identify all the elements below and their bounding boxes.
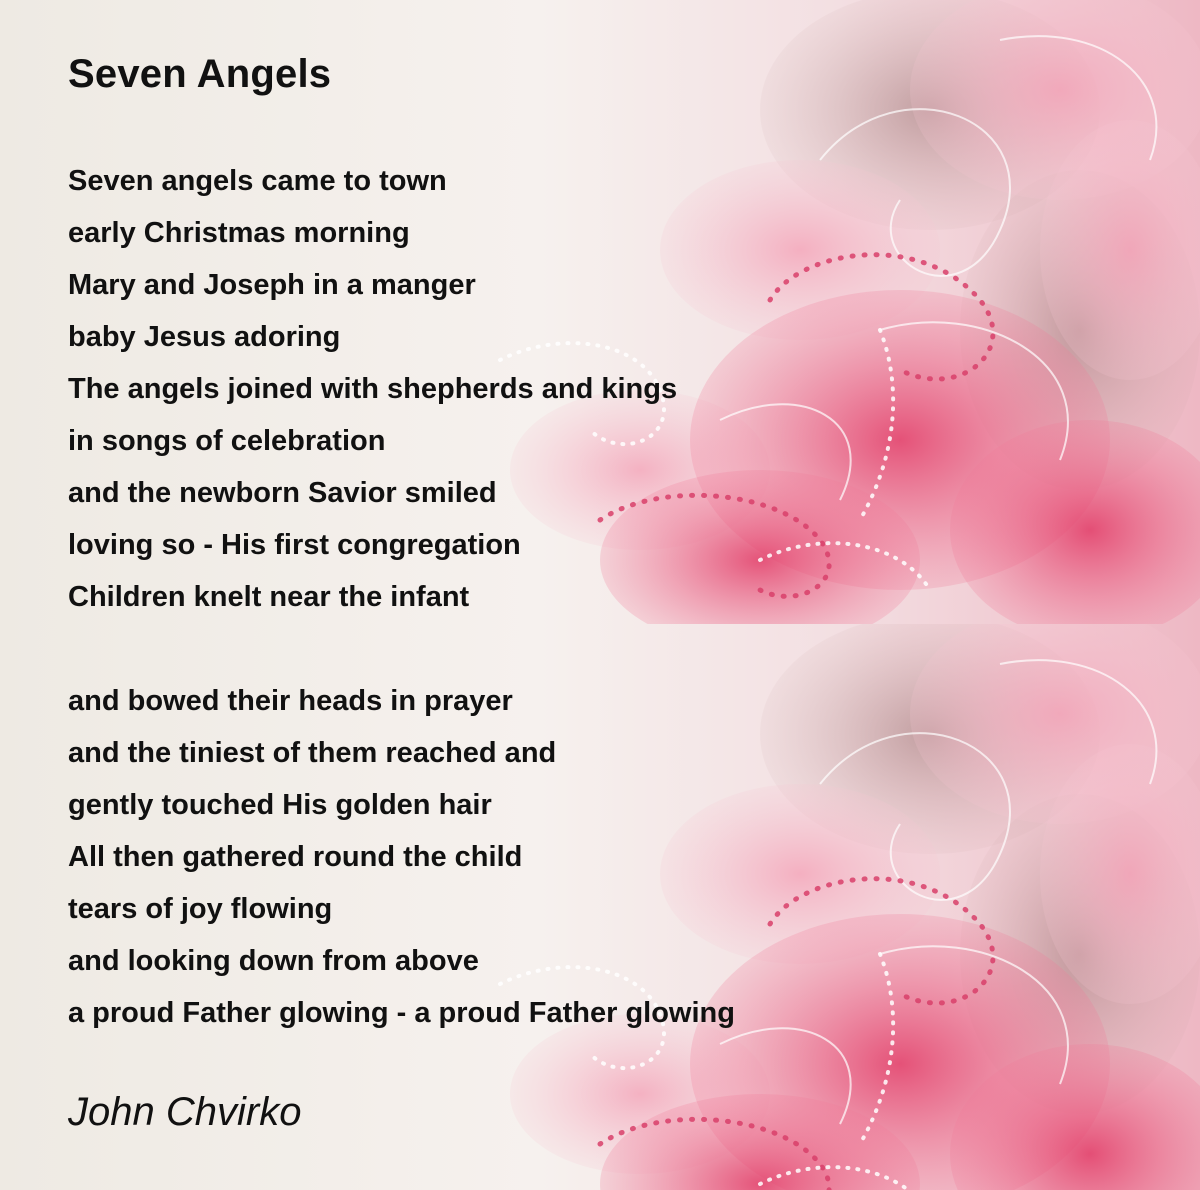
poem-line: The angels joined with shepherds and kings xyxy=(68,373,678,405)
poem-line: Mary and Joseph in a manger xyxy=(68,269,476,301)
poem-line: baby Jesus adoring xyxy=(68,321,341,353)
poem-author: John Chvirko xyxy=(68,1090,302,1134)
poem-line: tears of joy flowing xyxy=(68,893,333,925)
poem-line: and looking down from above xyxy=(68,945,479,977)
poem-line: a proud Father glowing - a proud Father glowing xyxy=(68,997,735,1029)
poem-line: in songs of celebration xyxy=(68,425,386,457)
poem-line: Children knelt near the infant xyxy=(68,581,470,613)
poem-line: All then gathered round the child xyxy=(68,841,523,873)
poem-line: and the tiniest of them reached and xyxy=(68,737,557,769)
poem-line: Seven angels came to town xyxy=(68,165,447,197)
poem-title: Seven Angels xyxy=(68,52,332,96)
poem-line: loving so - His first congregation xyxy=(68,529,521,561)
poem-line: gently touched His golden hair xyxy=(68,789,492,821)
poem-line: and bowed their heads in prayer xyxy=(68,685,513,717)
poem-stanza-1 xyxy=(68,155,677,623)
poem-line: early Christmas morning xyxy=(68,217,410,249)
poem-stanza-2 xyxy=(68,675,735,1039)
poem-line: and the newborn Savior smiled xyxy=(68,477,497,509)
